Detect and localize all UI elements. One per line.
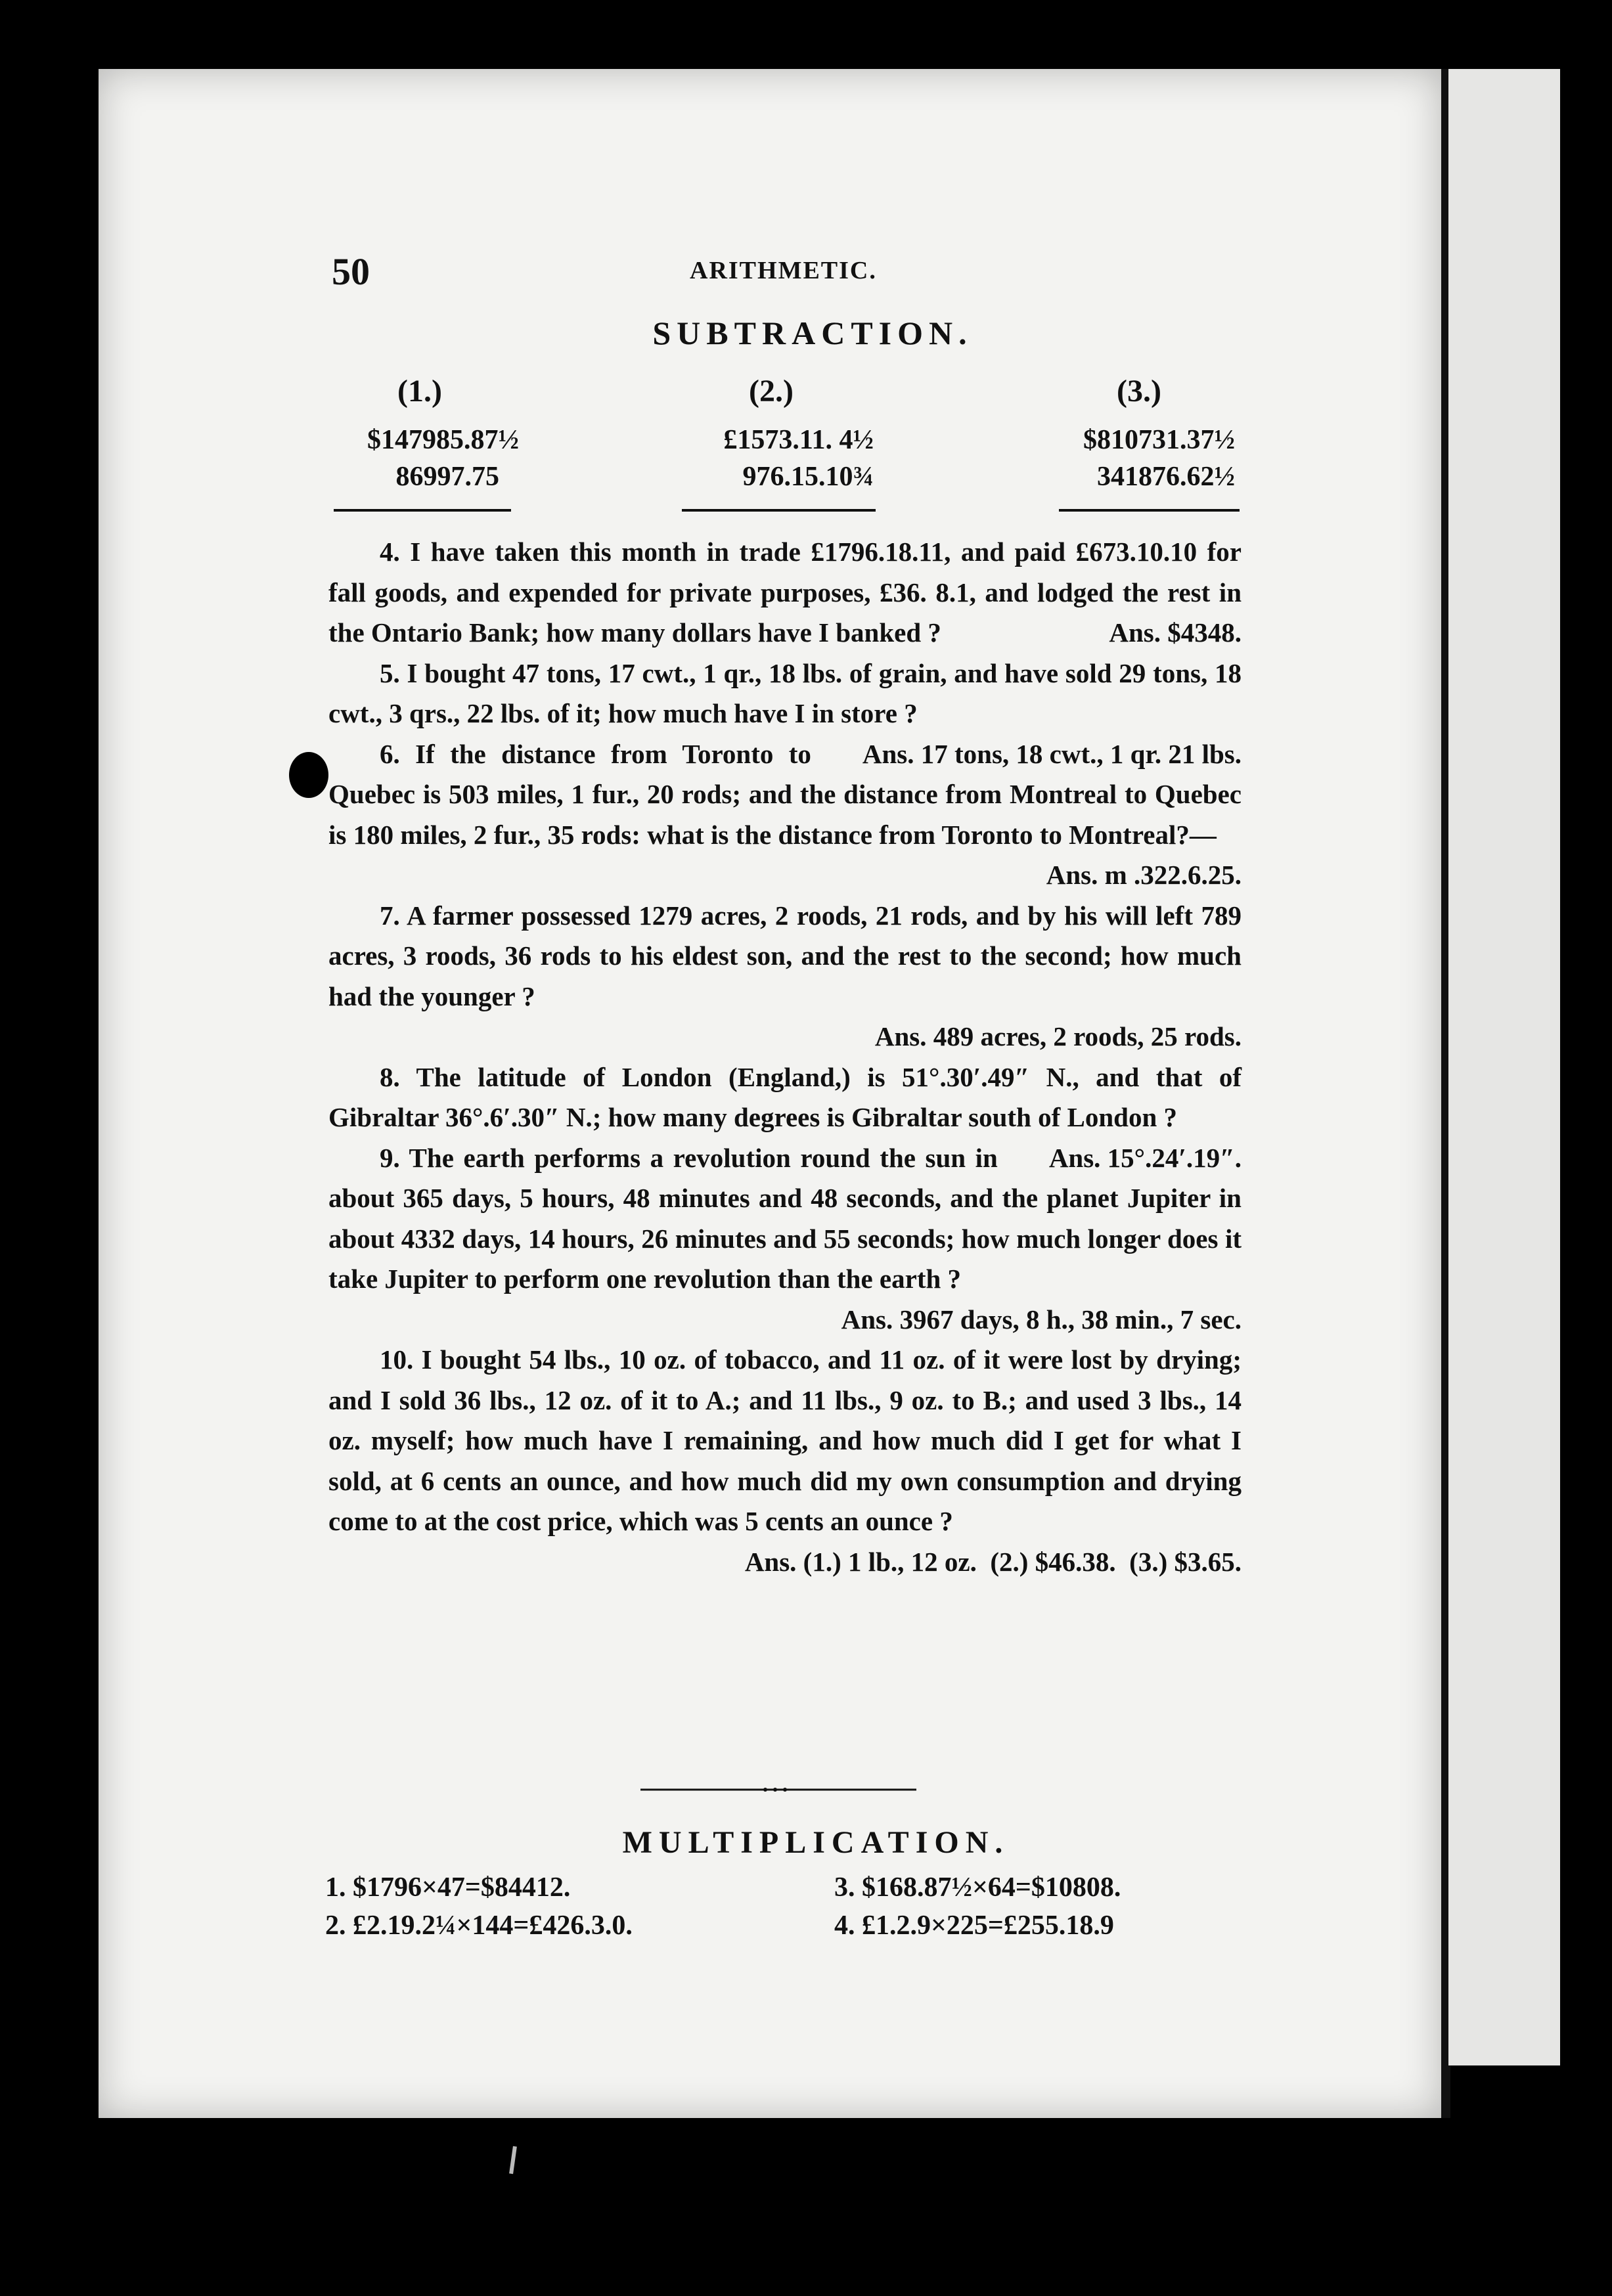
answer: Ans. (1.) 1 lb., 12 oz. (2.) $46.38. (3.) $3.65. <box>744 1546 1242 1577</box>
facing-page-edge <box>1448 69 1560 2065</box>
problem-text: 8. The latitude of London (England,) is 51°.30′.49″ N., and that of Gibraltar 36°.6′.30″ N.; how many degrees is Gibraltar south of London ? <box>328 1061 1242 1132</box>
minuend: £1573.11. 4½ <box>723 425 874 455</box>
stray-mark <box>509 2146 517 2174</box>
multiplication-title: MULTIPLICATION. <box>622 1825 1010 1860</box>
minuend: $147985.87½ <box>367 425 519 455</box>
problem-text: 6. If the distance from Toronto to Quebec is 503 miles, 1 fur., 20 rods; and the distance from Montreal to Quebec is 180 miles, 2 fur., 35 rods: what is the distance from Toronto to Montreal?— <box>328 738 1242 850</box>
ornamental-rule <box>640 1788 916 1792</box>
answer: Ans. 3967 days, 8 h., 38 min., 7 sec. <box>841 1304 1242 1335</box>
answer: Ans. $4348. <box>1109 617 1242 648</box>
answer: Ans. 489 acres, 2 roods, 25 rods. <box>874 1021 1242 1051</box>
problem-7 <box>328 896 1242 1017</box>
multiplication-item: 2. £2.19.2¼×144=£426.3.0. <box>325 1910 633 1941</box>
multiplication-item: 3. $168.87½×64=$10808. <box>834 1872 1121 1903</box>
subtrahend: 976.15.10¾ <box>742 462 874 492</box>
minuend: $810731.37½ <box>1083 425 1235 455</box>
problem-text: 5. I bought 47 tons, 17 cwt., 1 qr., 18 lbs. of grain, and have sold 29 tons, 18 cwt., 3 qrs., 22 lbs. of it; how much have I in store ? <box>328 657 1242 728</box>
problem-text: 10. I bought 54 lbs., 10 oz. of tobacco, and 11 oz. of it were lost by drying; and I sold 36 lbs., 12 oz. of it to A.; and 11 lbs., 9 oz. to B.; and used 3 lbs., 14 oz. myself; how much have I remaining, and how much did I get for what I sold, at 6 cents an ounce, and how much did my own consumption and drying come to at the cost price, which was 5 cents an ounce ? <box>328 1344 1242 1536</box>
multiplication-item: 1. $1796×47=$84412. <box>325 1872 571 1903</box>
subtrahend: 341876.62½ <box>1097 462 1235 492</box>
column-label: (1.) <box>397 374 442 408</box>
subtraction-title: SUBTRACTION. <box>652 315 973 351</box>
problem-text: 9. The earth performs a revolution round the sun in about 365 days, 5 hours, 48 minutes and 48 seconds, and the planet Jupiter in about 4332 days, 14 hours, 26 minutes and 55 seconds; how much longer does it take Jupiter to perform one revolution than the earth ? <box>328 1142 1242 1294</box>
answer: Ans. 17 tons, 18 cwt., 1 qr. 21 lbs. <box>862 738 1242 769</box>
column-label: (2.) <box>749 374 794 408</box>
problem-text: 4. I have taken this month in trade £1796.18.11, and paid £673.10.10 for fall goods, and expended for private purposes, £36. 8.1, and lodged the rest in the Ontario Bank; how many dollars have I banked ? <box>328 537 1242 648</box>
problem-8 <box>328 1057 1242 1173</box>
multiplication-item: 4. £1.2.9×225=£255.18.9 <box>834 1910 1114 1941</box>
problem-5 <box>328 653 1242 769</box>
subtrahend: 86997.75 <box>395 462 499 492</box>
problem-text: 7. A farmer possessed 1279 acres, 2 roods, 21 rods, and by his will left 789 acres, 3 roods, 36 rods to his eldest son, and the rest to the second; how much had the younger ? <box>328 900 1242 1011</box>
ink-blot <box>289 752 328 798</box>
running-head: ARITHMETIC. <box>690 257 877 284</box>
sum-rule <box>682 509 876 512</box>
column-label: (3.) <box>1117 374 1161 408</box>
problem-list <box>328 532 1242 1582</box>
answer: Ans. 15°.24′.19″. <box>1048 1142 1242 1173</box>
problem-10 <box>328 1340 1242 1542</box>
sum-rule <box>1059 509 1240 512</box>
page-number: 50 <box>332 250 370 293</box>
problem-4 <box>328 532 1242 653</box>
answer: Ans. m .322.6.25. <box>1046 860 1242 890</box>
sum-rule <box>334 509 511 512</box>
